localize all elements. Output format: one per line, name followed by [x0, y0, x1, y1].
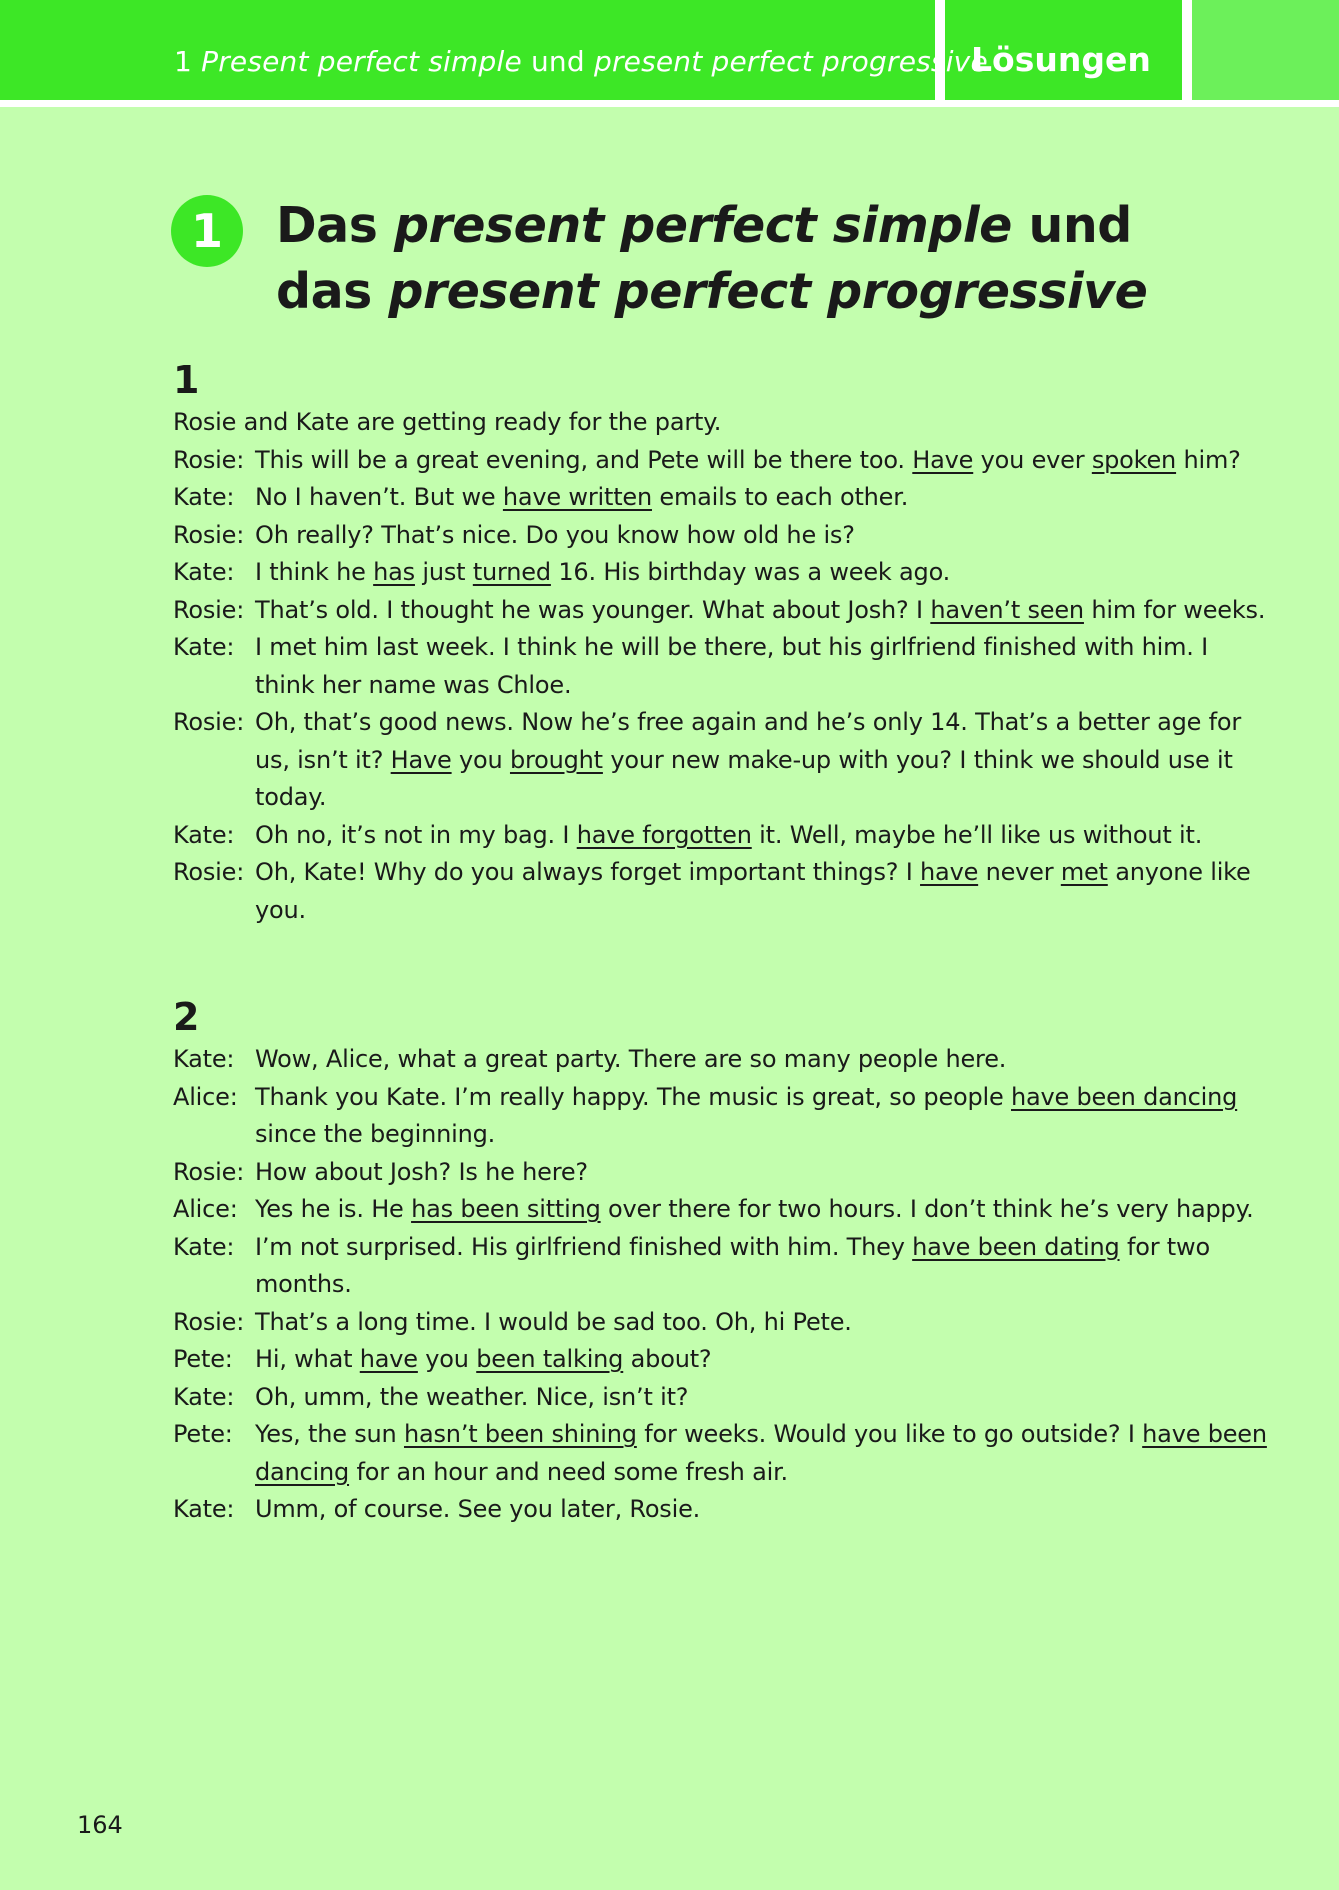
text-segment: I met him last week. I think he will be there, but his girlfriend finished with him. I think her name was Chloe.: [255, 633, 1209, 699]
text-segment: Oh, Kate! Why do you always forget important things? I: [255, 858, 921, 886]
dialogue: [173, 442, 1267, 930]
chapter-title-text: das: [276, 263, 389, 320]
dialogue-text: [255, 704, 1267, 817]
chapter-title-term: present perfect simple: [393, 197, 1012, 254]
answer-verb: brought: [509, 745, 603, 774]
dialogue-text: [255, 1304, 1267, 1342]
text-segment: him for weeks.: [1083, 595, 1266, 624]
dialogue-line: [173, 1191, 1267, 1229]
text-segment: your new make-up with you? I think we should use it today.: [255, 745, 1233, 811]
dialogue-text: [255, 629, 1267, 704]
dialogue-line: [173, 1229, 1267, 1304]
running-header-chapter-number: 1: [174, 45, 193, 78]
text-segment: 16. His birthday was a week ago.: [550, 558, 951, 586]
dialogue-text: [255, 1041, 1267, 1079]
answer-verb: have: [920, 858, 979, 886]
answer-verb: has been sitting: [411, 1195, 601, 1223]
text-segment: I’m not surprised. His girlfriend finished with him. They: [255, 1232, 913, 1261]
text-segment: How about Josh? Is he here?: [255, 1157, 588, 1186]
text-segment: Oh, umm, the weather. Nice, isn’t it?: [255, 1382, 689, 1411]
dialogue-line: [173, 854, 1267, 929]
answer-verb: met: [1060, 858, 1108, 886]
dialogue-line: [173, 1416, 1267, 1491]
dialogue-line: [173, 479, 1267, 517]
text-segment: since the beginning.: [255, 1120, 496, 1148]
dialogue-line: [173, 442, 1267, 480]
text-segment: you ever: [973, 445, 1092, 474]
chapter-number-badge: 1: [171, 195, 243, 267]
dialogue-text: [255, 442, 1267, 480]
dialogue-text: [255, 517, 1267, 555]
speaker-name: Rosie:: [173, 708, 245, 736]
dialogue-text: [255, 1416, 1267, 1491]
text-segment: anyone like you.: [255, 858, 1251, 924]
speaker-name: Alice:: [173, 1195, 238, 1223]
text-segment: emails to each other.: [651, 483, 909, 511]
dialogue-text: [255, 1341, 1267, 1379]
chapter-title-line-2: [276, 259, 1147, 325]
speaker-name: Pete:: [173, 1420, 233, 1448]
dialogue-text: [255, 479, 1267, 517]
exercise-intro: Rosie and Kate are getting ready for the party.: [173, 408, 722, 436]
running-header-connector: und: [521, 45, 594, 78]
header-underline: [0, 100, 1339, 107]
speaker-name: Rosie:: [173, 520, 245, 549]
text-segment: about?: [623, 1345, 712, 1373]
running-header: [174, 45, 988, 78]
text-segment: for two months.: [255, 1232, 1210, 1298]
answer-verb: Have: [912, 445, 974, 474]
answer-verb: have: [359, 1345, 418, 1373]
exercise-number: 1: [173, 358, 200, 402]
answer-verb: hasn’t been shining: [403, 1420, 637, 1448]
dialogue-line: [173, 1304, 1267, 1342]
header-bar: [0, 0, 1339, 103]
dialogue-line: [173, 817, 1267, 855]
text-segment: Thank you Kate. I’m really happy. The music is great, so people: [255, 1082, 1011, 1111]
dialogue-text: [255, 1154, 1267, 1192]
header-end-band: [1192, 0, 1339, 100]
answer-verb: have been dating: [912, 1232, 1120, 1261]
dialogue-text: [255, 1491, 1267, 1529]
text-segment: you: [451, 745, 510, 774]
running-header-term-1: Present perfect simple: [201, 45, 522, 78]
dialogue-line: [173, 554, 1267, 592]
text-segment: for an hour and need some fresh air.: [349, 1457, 788, 1486]
answer-verb: turned: [472, 558, 551, 586]
text-segment: Yes, the sun: [255, 1420, 404, 1448]
dialogue-line: [173, 1379, 1267, 1417]
dialogue-line: [173, 1154, 1267, 1192]
dialogue-text: [255, 817, 1267, 855]
dialogue-text: [255, 854, 1267, 929]
dialogue-line: [173, 517, 1267, 555]
speaker-name: Kate:: [173, 1232, 235, 1261]
speaker-name: Rosie:: [173, 858, 245, 886]
exercise-section-2: [173, 995, 1267, 1529]
text-segment: That’s a long time. I would be sad too. Oh, hi Pete.: [255, 1307, 852, 1336]
speaker-name: Rosie:: [173, 1307, 245, 1336]
text-segment: it. Well, maybe he’ll like us without it.: [751, 820, 1203, 849]
dialogue-line: [173, 629, 1267, 704]
speaker-name: Kate:: [173, 820, 235, 849]
text-segment: never: [978, 858, 1061, 886]
text-segment: Hi, what: [255, 1345, 360, 1373]
dialogue-text: [255, 1079, 1267, 1154]
chapter-title-text: Das: [276, 197, 394, 254]
chapter-title: [276, 193, 1147, 325]
text-segment: Oh, that’s good news. Now he’s free again and he’s only 14. That’s a better age for us, isn’t it?: [255, 708, 1242, 774]
speaker-name: Alice:: [173, 1082, 238, 1111]
text-segment: you: [417, 1345, 477, 1373]
exercise-section-1: [173, 358, 1267, 929]
answer-verb: Have: [390, 745, 452, 774]
answer-verb: been talking: [476, 1345, 624, 1373]
text-segment: No I haven’t. But we: [255, 483, 503, 511]
speaker-name: Pete:: [173, 1345, 233, 1373]
speaker-name: Kate:: [173, 633, 235, 661]
speaker-name: Rosie:: [173, 595, 245, 624]
speaker-name: Kate:: [173, 483, 235, 511]
text-segment: Umm, of course. See you later, Rosie.: [255, 1495, 701, 1523]
dialogue-line: [173, 1079, 1267, 1154]
text-segment: over there for two hours. I don’t think he’s very happy.: [600, 1195, 1254, 1223]
text-segment: I think he: [255, 558, 374, 586]
dialogue-line: [173, 1491, 1267, 1529]
answer-verb: have written: [502, 483, 652, 511]
speaker-name: Rosie:: [173, 445, 245, 474]
speaker-name: Rosie:: [173, 1157, 245, 1186]
answer-verb: have forgotten: [576, 820, 752, 849]
dialogue-line: [173, 1341, 1267, 1379]
answer-verb: spoken: [1091, 445, 1177, 474]
answer-verb: have been dancing: [255, 1420, 1267, 1486]
speaker-name: Kate:: [173, 1495, 235, 1523]
text-segment: Oh no, it’s not in my bag. I: [255, 820, 577, 849]
text-segment: just: [414, 558, 473, 586]
speaker-name: Kate:: [173, 1382, 235, 1411]
solutions-tab-label: Lösungen: [971, 40, 1151, 79]
exercise-number: 2: [173, 995, 200, 1039]
speaker-name: Kate:: [173, 1045, 235, 1073]
dialogue-text: [255, 1229, 1267, 1304]
answer-verb: haven’t seen: [930, 595, 1084, 624]
page-number: 164: [77, 1811, 123, 1839]
text-segment: Oh really? That’s nice. Do you know how old he is?: [255, 520, 855, 549]
speaker-name: Kate:: [173, 558, 235, 586]
answer-verb: have been dancing: [1011, 1082, 1238, 1111]
running-header-term-2: present perfect progressive: [593, 45, 988, 78]
header-divider: [1182, 0, 1192, 100]
dialogue-text: [255, 1379, 1267, 1417]
dialogue-text: [255, 554, 1267, 592]
chapter-title-line-1: [276, 193, 1147, 259]
dialogue-line: [173, 704, 1267, 817]
answer-verb: has: [373, 558, 415, 586]
chapter-title-text: und: [1011, 197, 1132, 254]
dialogue-text: [255, 592, 1267, 630]
text-segment: Wow, Alice, what a great party. There are so many people here.: [255, 1045, 1007, 1073]
text-segment: That’s old. I thought he was younger. What about Josh? I: [255, 595, 931, 624]
dialogue-line: [173, 1041, 1267, 1079]
text-segment: Yes he is. He: [255, 1195, 412, 1223]
dialogue-line: [173, 592, 1267, 630]
dialogue: [173, 1041, 1267, 1529]
text-segment: This will be a great evening, and Pete will be there too.: [255, 445, 913, 474]
text-segment: for weeks. Would you like to go outside? I: [636, 1420, 1143, 1448]
dialogue-text: [255, 1191, 1267, 1229]
chapter-title-term: present perfect progressive: [388, 263, 1148, 320]
text-segment: him?: [1176, 445, 1241, 474]
